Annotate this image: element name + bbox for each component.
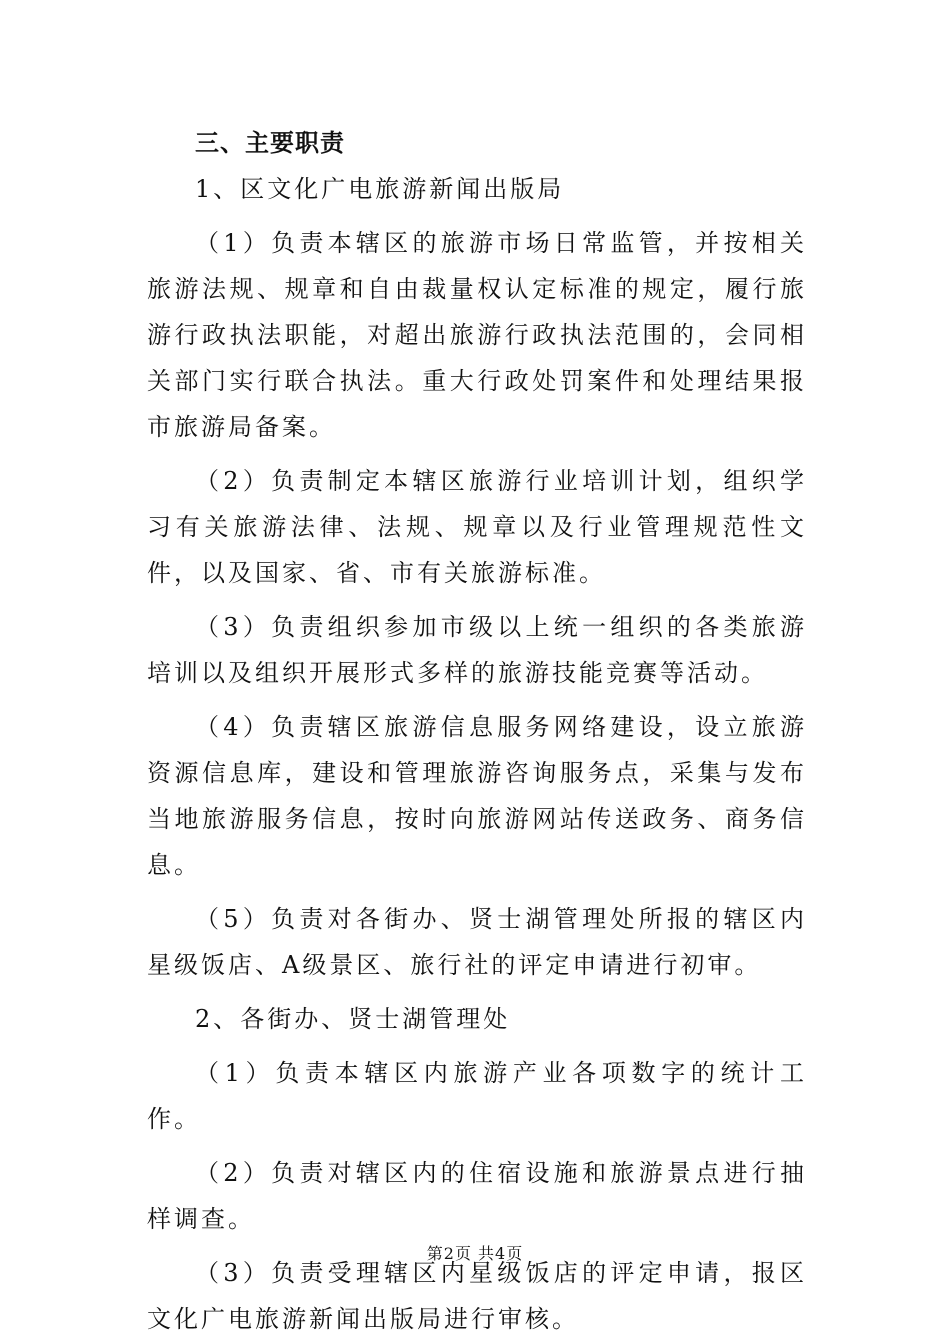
document-body [147,120,807,1342]
part1-item-4: （4）负责辖区旅游信息服务网络建设，设立旅游资源信息库，建设和管理旅游咨询服务点，采集与发布当地旅游服务信息，按时向旅游网站传送政务、商务信息。 [147,713,807,879]
part1-item-3: （3）负责组织参加市级以上统一组织的各类旅游培训以及组织开展形式多样的旅游技能竞赛等活动。 [147,613,807,687]
part1-item-1: （1）负责本辖区的旅游市场日常监管，并按相关旅游法规、规章和自由裁量权认定标准的规定，履行旅游行政执法职能，对超出旅游行政执法范围的，会同相关部门实行联合执法。重大行政处罚案件和处理结果报市旅游局备案。 [147,229,807,441]
part1-item-5: （5）负责对各街办、贤士湖管理处所报的辖区内星级饭店、A级景区、旅行社的评定申请进行初审。 [147,905,807,979]
section-heading: 三、主要职责 [195,128,345,157]
part2-item-1: （1）负责本辖区内旅游产业各项数字的统计工作。 [147,1059,807,1133]
part1-title: 1、区文化广电旅游新闻出版局 [195,175,565,203]
part1-item-2: （2）负责制定本辖区旅游行业培训计划，组织学习有关旅游法律、法规、规章以及行业管理规范性文件，以及国家、省、市有关旅游标准。 [147,467,807,587]
part2-title: 2、各街办、贤士湖管理处 [195,1005,511,1033]
page-footer: 第2页 共4页 [426,1244,524,1263]
part2-item-3: （3）负责受理辖区内星级饭店的评定申请，报区文化广电旅游新闻出版局进行审核。 [147,1259,807,1333]
part2-item-2: （2）负责对辖区内的住宿设施和旅游景点进行抽样调查。 [147,1159,807,1233]
